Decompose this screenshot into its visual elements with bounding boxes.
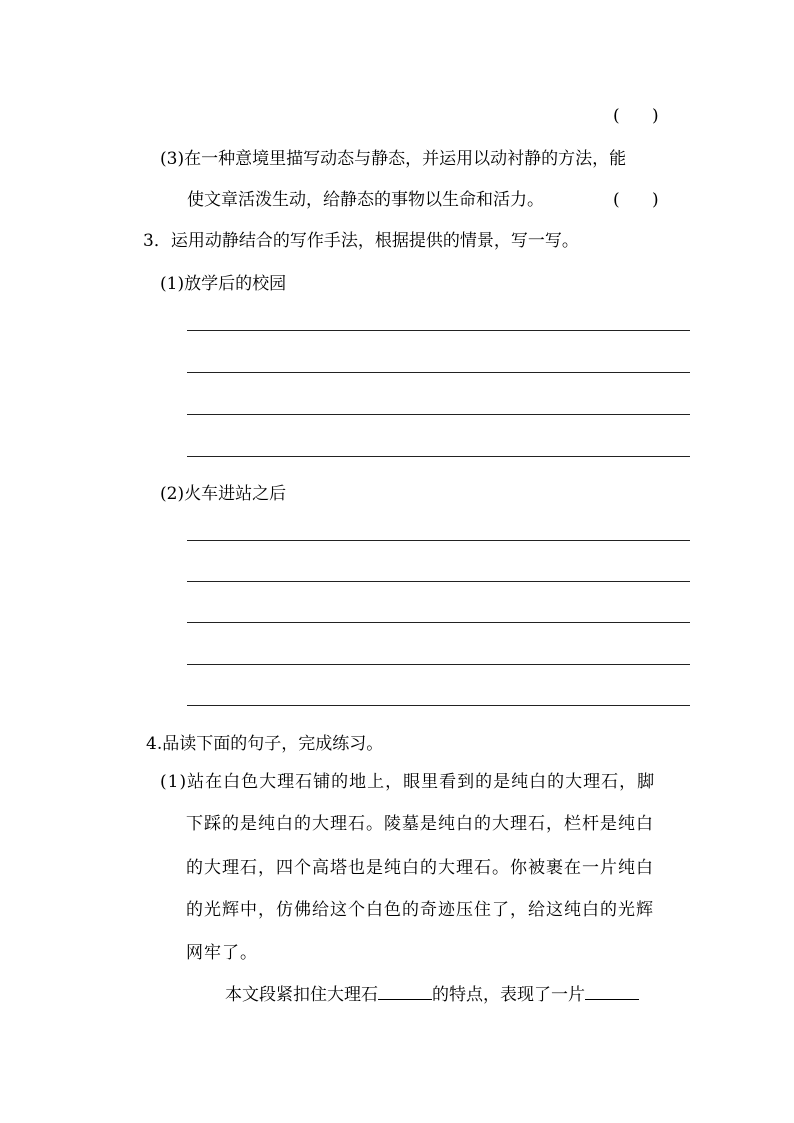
writing-line[interactable]	[187, 581, 690, 582]
writing-line[interactable]	[187, 414, 690, 415]
question-3-sub-1: (1)放学后的校园	[160, 274, 287, 294]
fill-blank-1[interactable]	[378, 983, 432, 1000]
answer-parenthesis: ( )	[613, 190, 659, 210]
writing-line[interactable]	[187, 540, 690, 541]
question-3-stem: 3．运用动静结合的写作手法，根据提供的情景，写一写。	[143, 231, 579, 251]
passage-line: 下踩的是纯白的大理石。陵墓是纯白的大理石，栏杆是纯白	[186, 814, 654, 834]
fill-text-part-2: 的特点，表现了一片	[432, 985, 585, 1005]
passage-line: 网牢了。	[186, 943, 258, 963]
writing-line[interactable]	[187, 456, 690, 457]
answer-parenthesis: ( )	[613, 106, 659, 126]
passage-line: (1)站在白色大理石铺的地上，眼里看到的是纯白的大理石，脚	[160, 772, 656, 792]
writing-line[interactable]	[187, 372, 690, 373]
fill-text-part-1: 本文段紧扣住大理石	[225, 985, 378, 1005]
writing-line[interactable]	[187, 330, 690, 331]
passage-line: 的光辉中，仿佛给这个白色的奇迹压住了，给这纯白的光辉	[186, 900, 654, 920]
passage-line: 的大理石，四个高塔也是纯白的大理石。你被裹在一片纯白	[186, 858, 654, 878]
question-item-3-line-2: 使文章活泼生动，给静态的事物以生命和活力。	[187, 190, 544, 210]
question-4-stem: 4.品读下面的句子，完成练习。	[146, 734, 384, 754]
writing-line[interactable]	[187, 664, 690, 665]
question-item-3-line-1: (3)在一种意境里描写动态与静态，并运用以动衬静的方法，能	[160, 149, 627, 169]
writing-line[interactable]	[187, 622, 690, 623]
question-3-sub-2: (2)火车进站之后	[160, 484, 287, 504]
writing-line[interactable]	[187, 705, 690, 706]
fill-in-sentence	[225, 983, 639, 1007]
fill-blank-2[interactable]	[585, 983, 639, 1000]
